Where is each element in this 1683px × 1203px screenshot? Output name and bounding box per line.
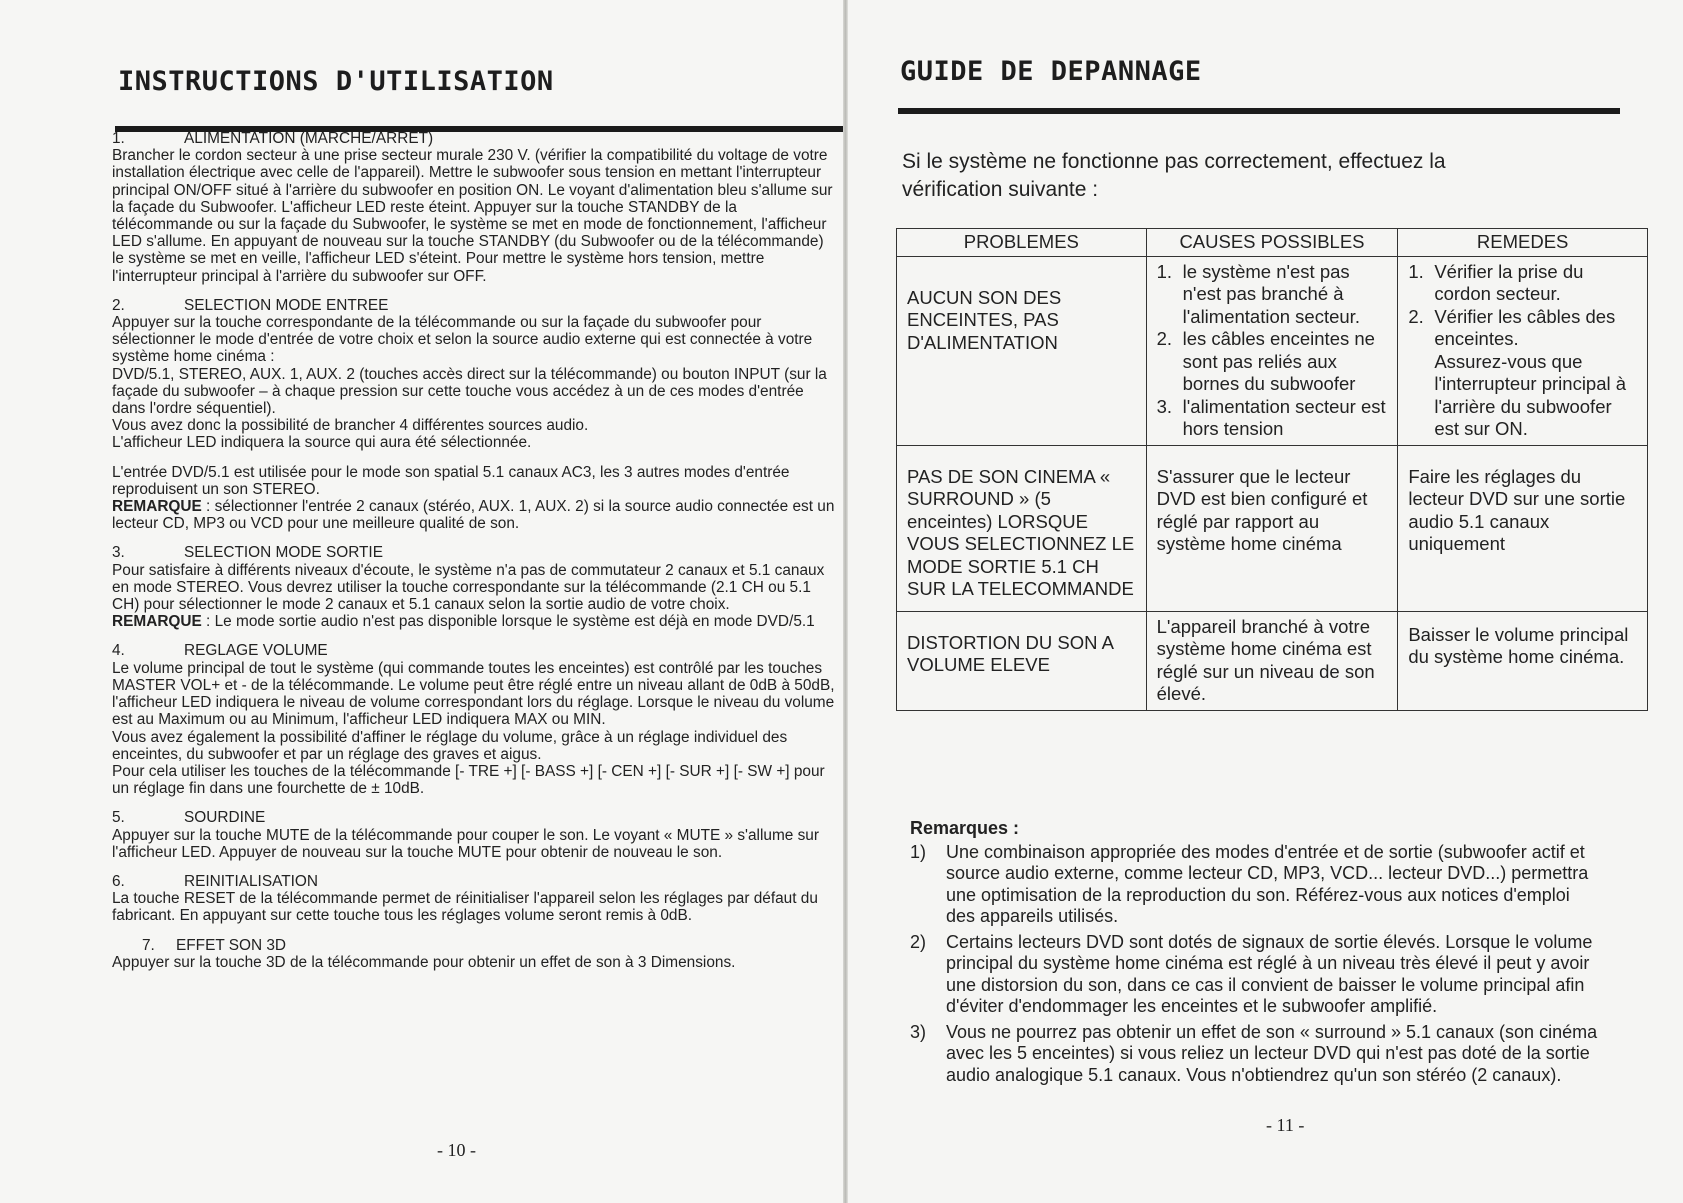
page-title: INSTRUCTIONS D'UTILISATION: [118, 66, 554, 97]
section-number: 1.: [112, 130, 125, 147]
section-paragraph: Appuyer sur la touche correspondante de la télécommande ou sur la façade du subwoofer pour sélectionner le mode d'entrée de votre choix et selon la source audio externe qui est connectée à votre système home cinéma :: [112, 314, 813, 366]
problem-cell: AUCUN SON DES ENCEINTES, PAS D'ALIMENTATION: [897, 256, 1147, 445]
remark-item: 1) Une combinaison appropriée des modes d'entrée et de sortie (subwoofer actif et source audio externe, comme lecteur CD, MP3, VCD... lecteur DVD...) permettra une optimisation de la reproduction du son. Référez-vous aux notices d'emploi des appareils utilisés.: [910, 841, 1589, 926]
list-item: 1. Vérifier la prise du cordon secteur.: [1408, 260, 1584, 304]
problem-cell: DISTORTION DU SON A VOLUME ELEVE: [897, 611, 1147, 710]
section-volume: [112, 642, 838, 797]
section-remark: [112, 498, 838, 532]
section-mute: [112, 809, 838, 861]
causes-cell: [1146, 256, 1398, 445]
section-paragraph: Le volume principal de tout le système (qui commande toutes les enceintes) est contrôlé par les touches MASTER VOL+ et - de la télécommande. Le volume peut être réglé entre un niveau allant de 0dB à 50dB, l'afficheur LED indiquera le niveau de volume correspondant lors du réglage. Lorsque le niveau du volume est au Maximum ou au Minimum, l'afficheur LED indiquera MAX ou MIN.: [112, 659, 835, 729]
right-page: [848, 0, 1683, 1203]
section-title: SOURDINE: [184, 809, 266, 827]
section-remark: [112, 613, 838, 630]
list-item: 1. le système n'est pas n'est pas branché à l'alimentation secteur.: [1156, 260, 1360, 327]
section-output-mode: [112, 544, 838, 630]
section-paragraph: Vous avez donc la possibilité de brancher 4 différentes sources audio.: [112, 417, 589, 435]
page-number: - 10 -: [437, 1140, 476, 1160]
remark-text: : sélectionner l'entrée 2 canaux (stéréo, AUX. 1, AUX. 2) si la source audio connectée est un lecteur CD, MP3 ou VCD pour une meilleure qualité de son.: [112, 498, 835, 533]
remark-text: : Le mode sortie audio n'est pas disponible lorsque le système est déjà en mode DVD/5.1: [201, 613, 815, 631]
causes-list: [1157, 261, 1388, 441]
section-number: 5.: [112, 809, 125, 827]
instructions-body: [112, 130, 838, 983]
section-title: REINITIALISATION: [184, 872, 318, 890]
section-number: 3.: [112, 544, 125, 562]
remarks-title: Remarques :: [910, 818, 1020, 838]
section-title: REGLAGE VOLUME: [184, 642, 328, 660]
intro-text: Si le système ne fonctionne pas correctement, effectuez la vérification suivante :: [902, 150, 1446, 201]
cause-cell: S'assurer que le lecteur DVD est bien configuré et réglé par rapport au système home cinéma: [1146, 445, 1398, 611]
section-number: 6.: [112, 872, 125, 890]
table-row: [897, 611, 1648, 710]
table-header-row: [897, 229, 1648, 257]
remedy-cell: Faire les réglages du lecteur DVD sur une sortie audio 5.1 canaux uniquement: [1398, 445, 1648, 611]
remedies-cell: [1398, 256, 1648, 445]
table-row: [897, 445, 1648, 611]
problem-cell: PAS DE SON CINEMA « SURROUND » (5 enceintes) LORSQUE VOUS SELECTIONNEZ LE MODE SORTIE 5.1 CH SUR LA TELECOMMANDE: [897, 445, 1147, 611]
section-paragraph: La touche RESET de la télécommande permet de réinitialiser l'appareil selon les réglages par défaut du fabricant. En appuyant sur cette touche tous les réglages volume seront remis à 0dB.: [112, 890, 818, 925]
section-number: 7.: [142, 936, 155, 954]
section-paragraph: Pour cela utiliser les touches de la télécommande [- TRE +] [- BASS +] [- CEN +] [- SUR +] [- SW +] pour un réglage fin dans une fourchette de ± 10dB.: [112, 762, 825, 798]
remark-label: REMARQUE: [112, 613, 202, 631]
remarks-block: [910, 818, 1600, 1090]
section-number: 2.: [112, 296, 125, 314]
section-3d-effect: [112, 937, 838, 971]
section-title: SELECTION MODE SORTIE: [184, 544, 383, 562]
section-paragraph: L'afficheur LED indiquera la source qui aura été sélectionnée.: [112, 434, 532, 452]
section-paragraph: Pour satisfaire à différents niveaux d'écoute, le système n'a pas de commutateur 2 canaux et 5.1 canaux en mode STEREO. Vous devrez utiliser la touche correspondante sur la télécommande (2.1 CH ou 5.1 CH) pour sélectionner le mode 2 canaux et 5.1 canaux selon la sortie audio de votre choix.: [112, 561, 825, 614]
section-paragraph: DVD/5.1, STEREO, AUX. 1, AUX. 2 (touches accès direct sur la télécommande) ou bouton INPUT (sur la façade du subwoofer – à chaque pression sur cette touche vous accédez à un de ces modes d'entrée dans l'ordre séquentiel).: [112, 365, 827, 418]
section-paragraph: Vous avez également la possibilité d'affiner le réglage du volume, grâce à un réglage individuel des enceintes, du subwoofer et par un réglage des graves et aigus.: [112, 728, 788, 763]
remark-item: 3) Vous ne pourrez pas obtenir un effet de son « surround » 5.1 canaux (son cinéma avec les 5 enceintes) si vous reliez un lecteur DVD qui n'est pas doté de la sortie audio analogique 5.1 canaux. Vous n'obtiendrez qu'un son stéréo (2 canaux).: [910, 1021, 1598, 1085]
section-paragraph: Brancher le cordon secteur à une prise secteur murale 230 V. (vérifier la compatibilité du voltage de votre installation électrique avec celle de l'appareil). Mettre le subwoofer sous tension en mettant l'interrupteur principal ON/OFF situé à l'arrière du subwoofer en position ON. Le voyant d'alimentation bleu s'allume sur la façade du Subwoofer. L'afficheur LED reste éteint. Appuyer sur la touche STANDBY de la télécommande ou sur la façade du Subwoofer, le système se met en mode de fonctionnement, l'afficheur LED s'allume. En appuyant de nouveau sur la touche STANDBY (du Subwoofer ou de la télécommande) le système se met en veille, l'afficheur LED s'éteint. Pour mettre le système hors tension, mettre l'interrupteur principal à l'arrière du subwoofer sur OFF.: [112, 147, 833, 285]
section-input-mode: [112, 297, 838, 533]
list-item: 2. les câbles enceintes ne sont pas reliés aux bornes du subwoofer: [1156, 328, 1375, 394]
section-title: ALIMENTATION (MARCHE/ARRET): [184, 130, 434, 147]
section-number: 4.: [112, 642, 125, 660]
section-power: [112, 130, 838, 285]
column-header: REMEDES: [1398, 229, 1648, 257]
section-paragraph: L'entrée DVD/5.1 est utilisée pour le mode son spatial 5.1 canaux AC3, les 3 autres modes d'entrée reproduisent un son STEREO.: [112, 463, 790, 498]
section-paragraph: Appuyer sur la touche 3D de la télécommande pour obtenir un effet de son à 3 Dimensions.: [112, 953, 736, 971]
table-row: [897, 256, 1648, 445]
title-rule: [898, 108, 1620, 114]
section-title: EFFET SON 3D: [176, 936, 287, 954]
cause-cell: L'appareil branché à votre système home cinéma est réglé sur un niveau de son élevé.: [1146, 611, 1398, 710]
remedies-list: [1408, 261, 1637, 441]
page-title: GUIDE DE DEPANNAGE: [900, 56, 1202, 87]
remark-item: 2) Certains lecteurs DVD sont dotés de signaux de sortie élevés. Lorsque le volume principal du système home cinéma est réglé à un niveau très élevé il peut y avoir une distorsion du son, dans ce cas il convient de baisser le volume principal afin d'éviter d'endommager les enceintes et le subwoofer amplifié.: [910, 931, 1593, 1016]
section-paragraph: Appuyer sur la touche MUTE de la télécommande pour couper le son. Le voyant « MUTE » s'allume sur l'afficheur LED. Appuyer de nouveau sur la touche MUTE pour obtenir de nouveau le son.: [112, 826, 819, 861]
list-item: 2. Vérifier les câbles des enceintes.: [1408, 305, 1616, 349]
column-header: PROBLEMES: [897, 229, 1147, 257]
page-number: - 11 -: [1266, 1115, 1305, 1135]
remedy-cell: Baisser le volume principal du système home cinéma.: [1398, 611, 1648, 710]
column-header: CAUSES POSSIBLES: [1146, 229, 1398, 257]
list-item: 3. l'alimentation secteur est hors tension: [1156, 395, 1386, 439]
troubleshooting-table: [896, 228, 1648, 711]
remark-label: REMARQUE: [112, 498, 202, 516]
section-title: SELECTION MODE ENTREE: [184, 296, 389, 314]
list-item: Assurez-vous que l'interrupteur principal à l'arrière du subwoofer est sur ON.: [1434, 350, 1627, 439]
section-reset: [112, 873, 838, 925]
